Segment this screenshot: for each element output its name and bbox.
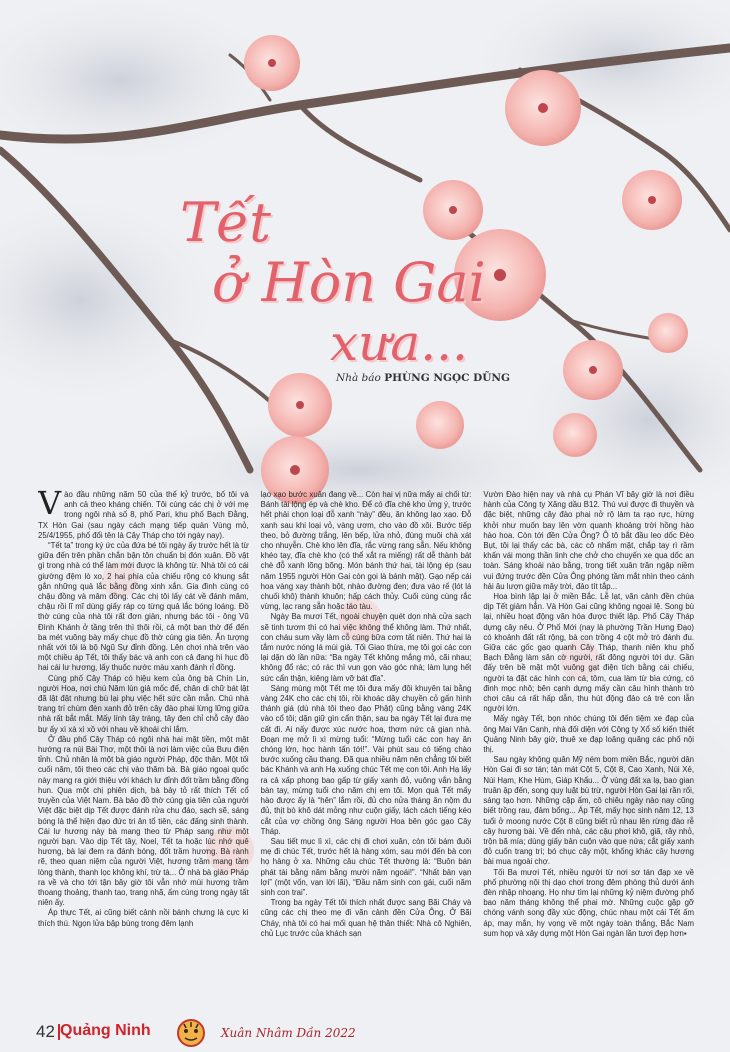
paragraph: Cùng phố Cây Tháp có hiệu kem của ông bà Chín Lin, người Hoa, nơi chú Năm lùn giả mốc đế, chân di chữ bát lật đã lật đật nhưng bù lại phụ việc hết sức cần mẫn. Chú nhà trang trí chùm đèn xanh đỏ trên cây đào phai lừng lững giữa nhà rất bắt mắt. Mấy lính tây tráng, tây đen chỉ chỗ cây đào bự ấy xì xà xì xồ với nhau về khoái chí lắm. <box>38 673 249 734</box>
paragraph: Sáng mùng một Tết mẹ tôi đưa mấy đôi khuyên tai bằng vàng 24K cho các chị tôi, rồi khoác dây chuyền cỏ gấn hình thánh giá (dù nhà tôi theo đạo Phật) cũng bằng vàng 24K vào cổ tôi; dặn giữ gìn cẩn thận, sau ba ngày Tết lại đưa mẹ cất đi. Ai nấy được xúc nước hoa, thơm nức cả gian nhà. Đoạn mẹ mở lì xì mừng tuổi: “Mừng tuổi các con hay ăn chóng lớn, học hành tấn tới!”. Vài phút sau có tiếng chào bước xuống cầu thang. Đã qua nhiều năm nên chẳng tôi biết bác Khánh và anh Hạ xuống chúc Tết mẹ con tôi. Anh Hạ lấy ra cả xấp phong bao gấp từ giấy xanh đỏ, vuông vắn bằng bàn tay, mừng tuổi cho năm chị em tôi. Mọn quà Tết mấy hào được ấy là “hên” lắm rồi, đủ cho nửa tháng ăn nộm đu đủ, thịt bò khô dát mỏng như cuộn giấy, lách cách tiếng kéo cắt của vợ chồng ông Sáng người Hoa bên góc gạo Cây Tháp. <box>260 683 472 836</box>
paragraph: Vườn Đào hiện nay và nhà cụ Phán Vĩ bây giờ là nơi điều hành của Công ty Xăng dầu B12. Thú vui được đi thuyền và đặc biệt, những cây đào phai nở rộ làm ta rạo rực, hừng khởi như muốn bay lên vờn quanh khoảng trời hồng hào hào hoa. Còn tới đền Cửa Ông? Ô tô bắt đầu leo dốc Đèo Bụt, tôi lại thấy các bà, các cô nhẩm mặt, chắp tay rì rầm khấn vái mong thần linh che chở cho chuyến xe qua dốc an toàn. Sáng khoái nào bằng, trong tiết xuân trăn ngập niềm vui đứng trước đền Cửa Ông phóng tầm mắt nhìn theo cánh hải âu lượn giữa mây trời, đảo tít tắp... <box>483 490 695 591</box>
paragraph: Mấy ngày Tết, bọn nhóc chúng tôi đến tiệm xe đạp của ông Mai Văn Cạnh, nhà đối diện với Công ty Xổ số kiến thiết Quảng Ninh bây giờ, thuê xe đạp loăng quăng các phố nội thị. <box>483 714 695 755</box>
paragraph: “Tết ta” trong ký ức của đứa bé tôi ngày ấy trước hết là từ giữa đến trên phần chắn bận tôn chuẩn bị đón xuân. Đồ vật gì trong nhà có thể làm mới được là không từ. Nhà tôi có cái giường đệm lò xo, 2 hai phía của chiếu rộng có khung sắt gắn những quả lắc bằng đồng xinh xắn. Gia đình cùng có chậu đồng và mâm đồng. Các chị tôi lấy cát về đánh mâm, chậu rồi lĩ mĩ dùng giấy ráp cọ từng quả lắc bóng loáng. Đồ thờ cúng của nhà tôi rất đơn giản, nhưng bác tôi - ông Vũ Đình Khánh ở tầng trên thì thôi rồi, cả một ban thờ để đến ba mét vuông bày mấy chục đồ thờ cúng gia tiên. Ấn tượng nhất với tôi là bộ Ngũ Sự đỉnh đồng. Lên chơi nhà trên vào một chiều áp Tết, tôi thấy bác và anh con cả đang hì hục đồ hai cái lư hương, lấy thuốc nước màu xanh đánh rỉ đồng. <box>38 541 249 673</box>
paragraph: lạo xạo bước xuân đang về... Còn hai vị nữa mấy ai chối từ: Bánh tài lộng ép và chè kho. Để có đĩa chè kho ửng ý, trước hết phải chọn loại đỗ xanh “này” đều, ăn không lạo xạo. Đỗ xanh sau khi loại vỏ, vàng ươm, cho vào đồ xôi. Bước tiếp theo, bỏ đường trắng, lên bếp, lửa nhỏ, đùng muôi chà xát cho nhuyễn. Chè kho lên đĩa, rắc vừng rang sẵn. Nếu không khéo tay, đĩa chè kho (có thể xắt ra miếng) rất dễ thành bát chè đỗ xanh lõng bõng. Món bánh thứ hai, tài lộng ép (sau năm 1955 người Hòn Gai còn gọi là bánh mật). Gạo nếp cái hoa vàng xay thành bột, nhào đường đen; đưa vào rế (lót lá chuối khô) thành khuôn; hấp cách thủy. Cuối cùng cùng rắc vừng, lạc rang sẵn hoặc táo tàu. <box>260 490 472 612</box>
paragraph: Ở đầu phố Cây Tháp có ngôi nhà hai mặt tiền, một mặt hướng ra núi Bài Thơ, một thôi là nơi làm việc của Bưu điện tỉnh. Chủ nhân là một bà giáo người Pháp, độc thân. Một tối cuối năm, tôi theo các chị vào thăm bà. Bà giáo ngoại quốc này mang ra giới thiệu với khách lư đỉnh đốt trầm bằng đồng hun. Qua một chị phiên dịch, bà bảy tỏ rất thích Tết cổ truyền của Việt Nam. Bà bảo đồ thờ cúng gia tiên của người Việt đặc biệt dịp Tết được đánh rửa chu đáo, sạch sẽ, sáng bóng là thể hiện đạo đức tri ân tổ tiên, các đấng sinh thành. Cái lư hương này bà mang theo từ Pháp sang như một người bạn. Vào dịp Tết tây, Noel, Tết ta hoặc lúc nhớ quê hương, bà lại đem ra đánh bóng, đốt trầm hương. Bà rành rẽ, theo quan niệm của người Việt, hương trầm mang tầm lòng thành, thanh lọc không khí, trừ tà... Ở nhà bà giáo Pháp ra về và cho tới tận bây giờ tôi vẫn nhớ mùi hương trầm thoang thoảng, thanh tao, trang nhã, ấm cúng trong ngày tất niên ấy. <box>38 734 249 908</box>
page-footer <box>36 1018 696 1048</box>
paragraph: Trong ba ngày Tết tôi thích nhất được sang Bãi Cháy và cũng các chị theo mẹ đi vãn cảnh đền Cửa Ông. Ở Bãi Cháy, nhà tôi có hai mối quan hệ thân thiết: Nhà cô Nghiên, chủ Lục trước của khách sạn <box>260 898 472 938</box>
title-line-2: ở Hòn Gai <box>212 251 486 314</box>
column-1 <box>38 490 249 980</box>
column-3 <box>483 490 694 980</box>
paragraph: ào đầu những năm 50 của thế kỷ trước, bố tôi và anh cả theo kháng chiến. Tôi cùng các chị ở với mẹ trong ngôi nhà số 8, phố Pari, khu phố Bạch Đằng, TX Hòn Gai (sau ngày cách mạng tiếp quản Vùng mỏ, 25/4/1955, phố đổi tên là Cây Tháp cho tới ngày nay). <box>38 490 249 540</box>
paragraph: Ngày Ba mươi Tết, ngoài chuyện quét dọn nhà cửa sạch sẽ tinh tươm thì có hai việc không thể không làm. Thứ nhất, con cháu sum vầy làm cỗ cúng bữa cơm tất niên. Thứ hai là tắm nước nóng lá mùi già. Tối Giao thừa, mẹ tôi gọi các con lại dặn dò lần nữa: “Ba ngày Tết không mắng mỏ, cãi nhau; không đổ rác; có rác thì vun gọn vào góc nhà; làm lụng hết sức cẩn thận, kiêng làm vỡ bát đĩa”. <box>260 612 472 683</box>
title-line-3: xưa... <box>330 314 468 372</box>
issue-label: Xuân Nhâm Dần 2022 <box>221 1026 356 1040</box>
article-body <box>38 490 694 980</box>
paragraph: Sau tiết mục lì xì, các chị đi chơi xuân, còn tôi bám đuôi mẹ đi chúc Tết, trước hết là hàng xóm, sau mới đến bà con họ hàng ở xa. Những câu chúc Tết thường là: “Buôn bán phát tài bằng năm bằng mười năm ngoái!”. “Nhất bản vạn lợi” (một vốn, vạn lời lãi), “Đầu năm sinh con gái, cuối năm sinh con trai”. <box>260 836 472 897</box>
dropcap: V <box>38 490 62 522</box>
column-2 <box>261 490 472 980</box>
paragraph: Sau ngày không quân Mỹ ném bom miền Bắc, người dân Hòn Gai đi sơ tán; tản mát Cột 5, Cột 8, Cao Xanh, Núi Xẻ, Núi Hạm, Khe Hùm, Giáp Khẩu... Ở vùng đất xa lạ, bao gian truân ập đến, song quy luật bù trừ, người Hòn Gai lại rần rối, sáng tạo hơn. Những cặp ấm, cô chiêu ngày nào nay cũng biết trồng rau, đảm bổng... Áp Tết, mấy học sinh năm 12, 13 tuổi ở moong nước Cột 8 cũng biết rủ nhau lên rừng đào rễ cây hương bài. Về đến nhà, các cậu phơi khô, giã, rây nhỏ, trộn bã mía; dùng giấy bản cuộn vào que nứa; cắt giấy xanh đỏ cuốn trang trí; bó chục cây một, khống khác cây hương bài mua ngoài chợ. <box>483 755 695 867</box>
byline-author: PHÙNG NGỌC DŨNG <box>384 372 510 384</box>
byline <box>336 372 510 384</box>
page-number: 42 <box>36 1022 55 1041</box>
paragraph: Áp thực Tết, ai cũng biết cảnh nồi bánh chưng là cực kì thích thú. Ngọn lửa bập bùng trong đêm lạnh <box>38 908 249 928</box>
publication-name: Quảng Ninh <box>60 1022 151 1039</box>
tiger-emblem-icon <box>171 1018 211 1048</box>
paragraph: Tối Ba mươi Tết, nhiều người từ nơi sơ tán đạp xe về phố phường nội thị dạo chơi trong đêm phòng thủ dưới ánh đèn nhập nhoạng. Họ như tìm lại những kỷ niệm đường phố bao năm tháng không thể phai mờ. Những cuộc gặp gỡ chóng vánh song đầy xúc động, chúc nhau một cái Tết ấm áp, may mắn, hy vọng về một ngày toàn thắng, Bắc Nam sum họp và xây dựng một Hòn Gai ngàn lần tươi đẹp hơn▪ <box>483 867 695 938</box>
paragraph: Hoa bình lập lại ở miền Bắc. Lễ lạt, văn cảnh đền chùa dịp Tết giảm hẳn. Và Hòn Gai cũng không ngoại lệ. Song bù lại, nhiều hoạt động văn hóa được thiết lập. Phố Cây Tháp dựng cây nêu. Ở Phố Mới (nay là phường Trần Hưng Đạo) có khoảnh đất rất rộng, bà con trồng 4 cột mở trò đánh đu. Giữa các gốc gạo quanh Cây Tháp, thanh niên khu phố Bạch Đằng làm sân cờ người, rất đông người tới dự. Gần đấy trên bề mặt một vuông gạt điện tích bằng cái chiếu, người ta đặt các hình con cá, tôm, cua làm từ bìa cứng, có đinh mọc nhô; bên cạnh dựng mấy cần câu hình thành trò chơi câu cá rất hấp dẫn, thu hút động đảo cả trẻ con lẫn người lớn. <box>483 592 695 714</box>
title-line-1: Tết <box>180 191 271 254</box>
byline-prefix: Nhà báo <box>336 372 381 384</box>
